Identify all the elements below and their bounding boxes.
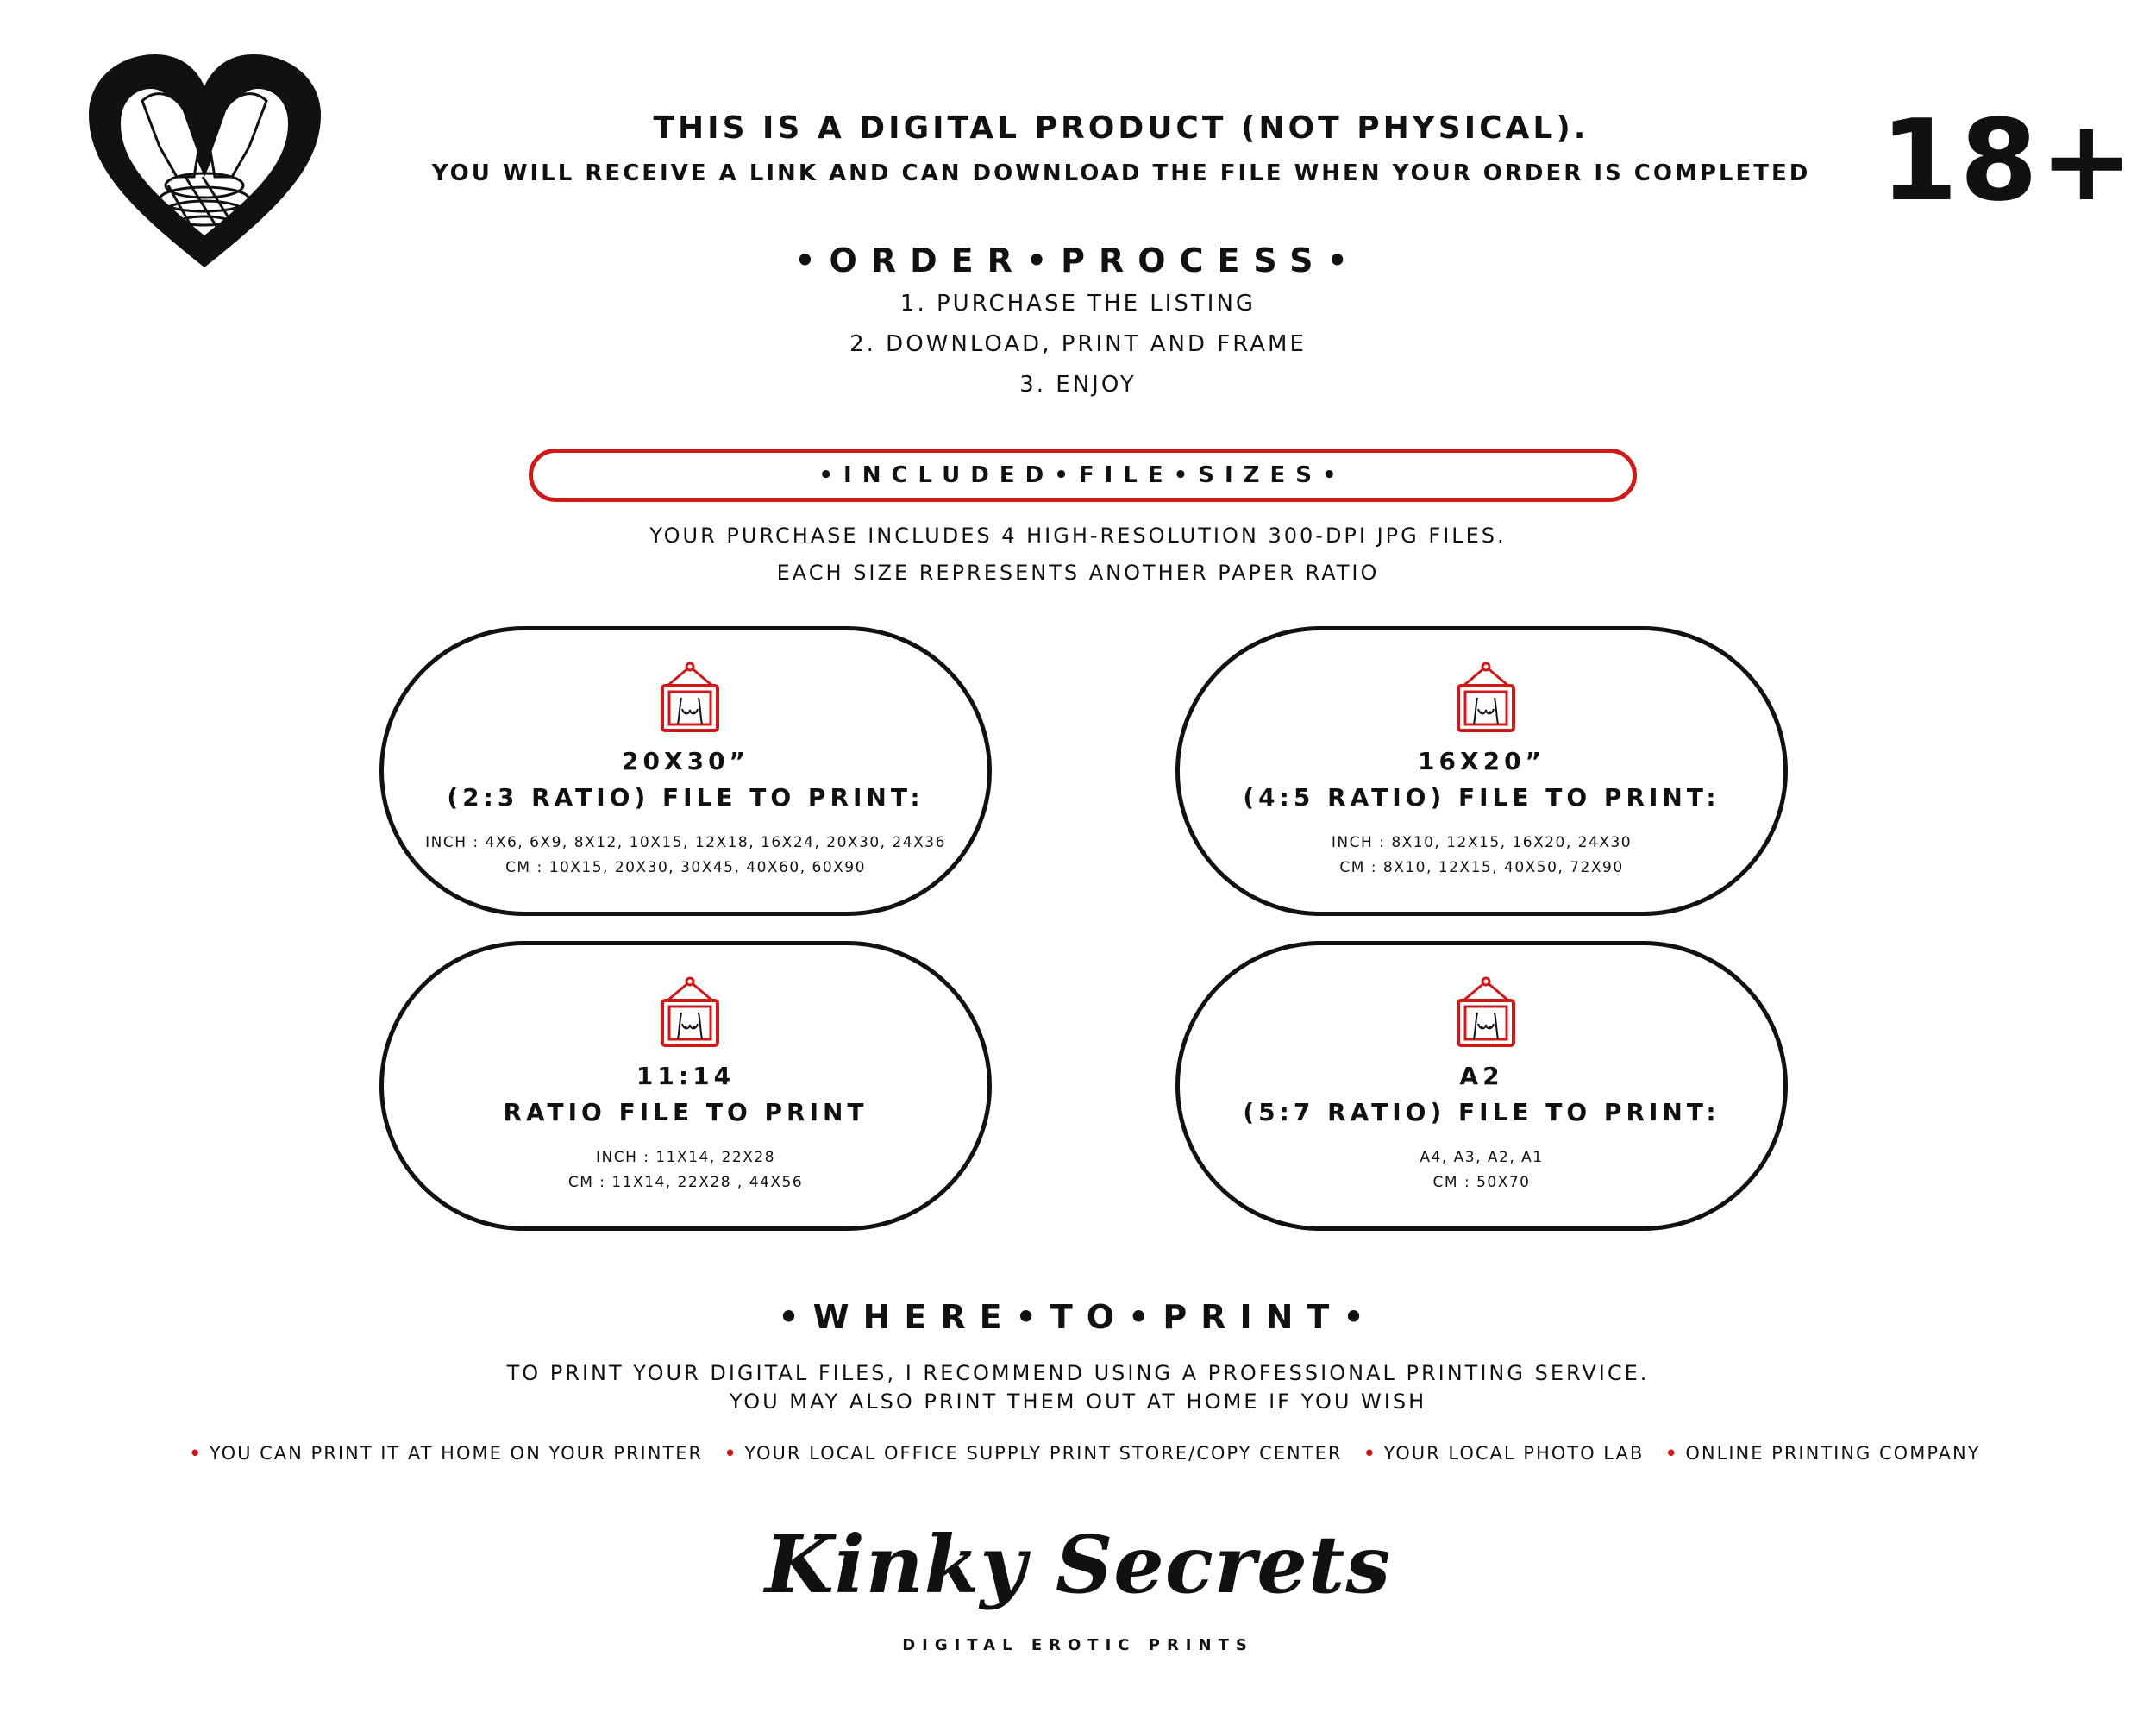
framed-picture-icon: [659, 976, 721, 1049]
card-inch-sizes: INCH : 4X6, 6X9, 8X12, 10X15, 12X18, 16X24, 20X30, 24X36: [425, 834, 946, 851]
card-subtitle: (2:3 RATIO) FILE TO PRINT:: [447, 783, 924, 812]
age-badge: 18+: [1880, 95, 2135, 226]
print-option: ONLINE PRINTING COMPANY: [1685, 1443, 1981, 1464]
card-title: 16X20”: [1418, 747, 1545, 775]
bullet-icon: •: [724, 1443, 738, 1464]
brand-wordmark: Kinky Secrets: [764, 1518, 1392, 1611]
card-inch-sizes: INCH : 11X14, 22X28: [595, 1149, 776, 1166]
card-cm-sizes: CM : 8X10, 12X15, 40X50, 72X90: [1339, 859, 1624, 876]
print-recommendation: TO PRINT YOUR DIGITAL FILES, I RECOMMEND USING A PROFESSIONAL PRINTING SERVICE.: [506, 1361, 1650, 1385]
print-at-home-note: YOU MAY ALSO PRINT THEM OUT AT HOME IF YOU WISH: [729, 1389, 1427, 1414]
file-size-card-11x14: [379, 941, 992, 1231]
card-subtitle: (5:7 RATIO) FILE TO PRINT:: [1243, 1098, 1720, 1126]
card-title: 11:14: [636, 1062, 736, 1090]
file-size-card-a2: [1175, 941, 1788, 1231]
card-paper-sizes: A4, A3, A2, A1: [1420, 1149, 1544, 1166]
card-subtitle: (4:5 RATIO) FILE TO PRINT:: [1243, 783, 1720, 812]
included-file-sizes-banner: [529, 448, 1637, 502]
card-cm-sizes: CM : 11X14, 22X28 , 44X56: [567, 1174, 804, 1191]
card-inch-sizes: INCH : 8X10, 12X15, 16X20, 24X30: [1331, 834, 1633, 851]
card-title: A2: [1459, 1062, 1504, 1090]
download-notice: YOU WILL RECEIVE A LINK AND CAN DOWNLOAD THE FILE WHEN YOUR ORDER IS COMPLETED: [431, 160, 1811, 186]
order-step-3: 3. ENJOY: [1019, 372, 1137, 398]
card-cm-sizes: CM : 10X15, 20X30, 30X45, 40X60, 60X90: [505, 859, 866, 876]
framed-picture-icon: [659, 662, 721, 734]
brand-tagline: DIGITAL EROTIC PRINTS: [902, 1636, 1254, 1654]
order-step-2: 2. DOWNLOAD, PRINT AND FRAME: [849, 331, 1307, 357]
file-size-card-2x3: [379, 626, 992, 916]
where-to-print-heading: •WHERE•TO•PRINT•: [778, 1298, 1378, 1336]
ratio-description: EACH SIZE REPRESENTS ANOTHER PAPER RATIO: [776, 561, 1380, 585]
print-options-list: [0, 1443, 2156, 1464]
order-step-1: 1. PURCHASE THE LISTING: [899, 291, 1257, 317]
print-option: YOU CAN PRINT IT AT HOME ON YOUR PRINTER: [209, 1443, 704, 1464]
included-file-sizes-heading: •INCLUDED•FILE•SIZES•: [818, 462, 1347, 488]
framed-picture-icon: [1455, 662, 1517, 734]
purchase-description: YOUR PURCHASE INCLUDES 4 HIGH-RESOLUTION 300-DPI JPG FILES.: [649, 524, 1507, 548]
bullet-icon: •: [1363, 1443, 1377, 1464]
file-size-card-4x5: [1175, 626, 1788, 916]
framed-picture-icon: [1455, 976, 1517, 1049]
card-subtitle: RATIO FILE TO PRINT: [503, 1098, 868, 1126]
bullet-icon: •: [1664, 1443, 1679, 1464]
card-cm-sizes: CM : 50X70: [1432, 1174, 1531, 1191]
print-option: YOUR LOCAL PHOTO LAB: [1383, 1443, 1645, 1464]
bullet-icon: •: [189, 1443, 203, 1464]
digital-product-title: THIS IS A DIGITAL PRODUCT (NOT PHYSICAL).: [653, 110, 1589, 146]
print-option: YOUR LOCAL OFFICE SUPPLY PRINT STORE/COPY CENTER: [744, 1443, 1343, 1464]
card-title: 20X30”: [622, 747, 749, 775]
order-process-heading: •ORDER•PROCESS•: [794, 242, 1362, 279]
